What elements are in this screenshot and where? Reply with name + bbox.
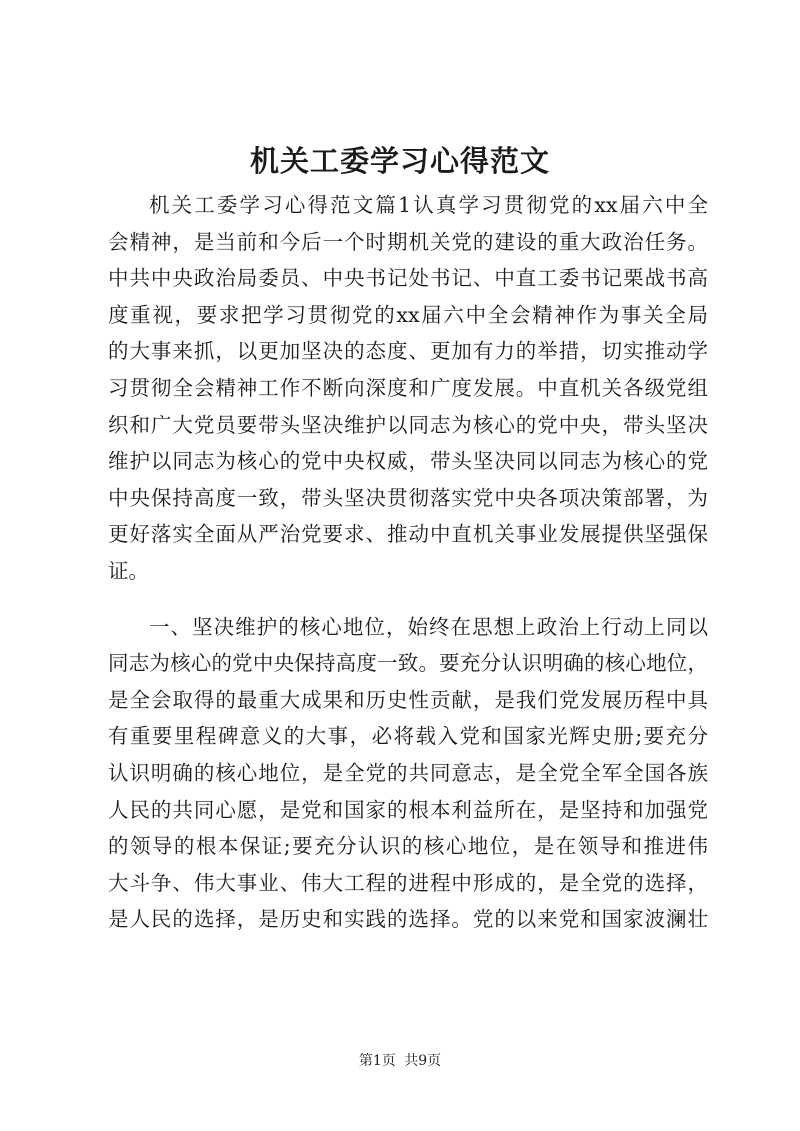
text-line: 一、坚决维护的核心地位，始终在思想上政治上行动上同以 [149, 614, 708, 639]
text-line: 人民的共同心愿，是党和国家的根本利益所在，是坚持和加强党 [108, 797, 708, 822]
text-line: 有重要里程碑意义的大事，必将载入党和国家光辉史册;要充分 [108, 724, 708, 749]
text-line: 同志为核心的党中央保持高度一致。要充分认识明确的核心地位， [108, 651, 708, 676]
text-line: 织和广大党员要带头坚决维护以同志为核心的党中央，带头坚决 [108, 412, 708, 437]
text-line: 证。 [108, 558, 149, 583]
page-number: 第1页 [358, 1053, 396, 1069]
page-total: 共9页 [404, 1053, 442, 1069]
text-line: 是人民的选择，是历史和实践的选择。党的以来党和国家波澜壮 [108, 907, 708, 932]
text-line: 度重视，要求把学习贯彻党的xx届六中全会精神作为事关全局 [108, 302, 708, 327]
page-footer [0, 1051, 800, 1071]
text-line: 机关工委学习心得范文篇1认真学习贯彻党的xx届六中全 [149, 193, 708, 217]
text-line: 认识明确的核心地位，是全党的共同意志，是全党全军全国各族 [108, 760, 708, 785]
text-line: 中央保持高度一致，带头坚决贯彻落实党中央各项决策部署，为 [108, 485, 708, 510]
text-line: 的大事来抓，以更加坚决的态度、更加有力的举措，切实推动学 [108, 339, 708, 364]
document-title: 机关工委学习心得范文 [249, 144, 550, 178]
text-line: 大斗争、伟大事业、伟大工程的进程中形成的，是全党的选择， [108, 870, 708, 895]
paragraph-gap [108, 590, 708, 609]
text-line: 会精神，是当前和今后一个时期机关党的建设的重大政治任务。 [108, 229, 708, 254]
paragraph-2 [108, 609, 708, 938]
text-line: 的领导的根本保证;要充分认识的核心地位，是在领导和推进伟 [108, 834, 708, 859]
text-line: 是全会取得的最重大成果和历史性贡献，是我们党发展历程中具 [108, 687, 708, 712]
paragraph-1 [108, 187, 708, 590]
text-line: 维护以同志为核心的党中央权威，带头坚决同以同志为核心的党 [108, 449, 708, 474]
text-line: 习贯彻全会精神工作不断向深度和广度发展。中直机关各级党组 [108, 375, 708, 400]
text-line: 更好落实全面从严治党要求、推动中直机关事业发展提供坚强保 [108, 522, 708, 547]
document-body [108, 187, 708, 938]
text-line: 中共中央政治局委员、中央书记处书记、中直工委书记栗战书高 [108, 266, 708, 291]
